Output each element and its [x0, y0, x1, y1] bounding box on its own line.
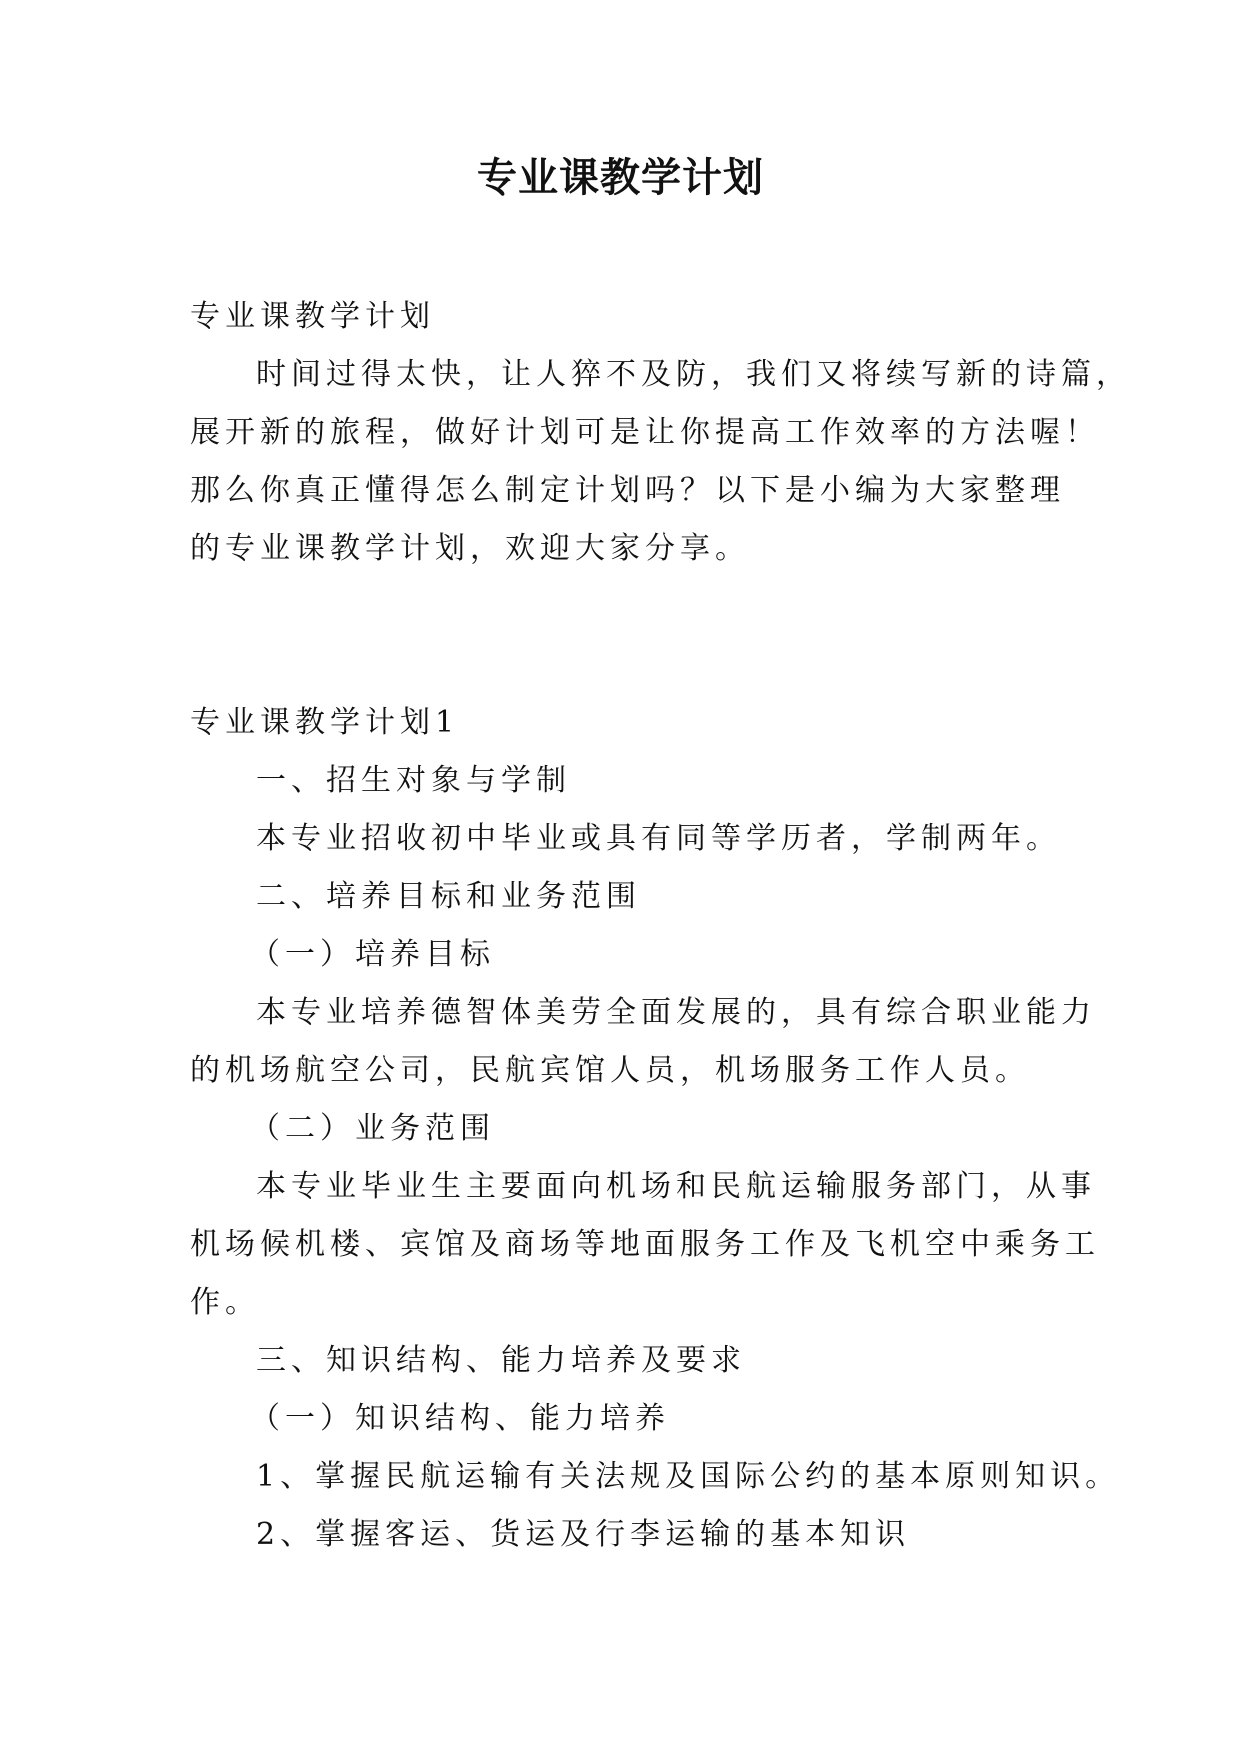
subsection-heading: 三、知识结构、能力培养及要求	[256, 1343, 746, 1378]
list-item: 1、掌握民航运输有关法规及国际公约的基本原则知识。	[256, 1459, 1121, 1494]
sub-subsection-heading: （二）业务范围	[250, 1111, 495, 1146]
intro-paragraph-line: 时间过得太快，让人猝不及防，我们又将续写新的诗篇，	[256, 357, 1131, 392]
subsection-heading: 一、招生对象与学制	[256, 763, 571, 798]
body-paragraph-line: 机场候机楼、宾馆及商场等地面服务工作及飞机空中乘务工	[190, 1227, 1100, 1262]
document-title: 专业课教学计划	[477, 155, 764, 201]
section-heading: 专业课教学计划1	[190, 705, 460, 740]
subsection-heading: 二、培养目标和业务范围	[256, 879, 641, 914]
body-paragraph-line: 本专业培养德智体美劳全面发展的，具有综合职业能力	[256, 995, 1096, 1030]
sub-subsection-heading: （一）知识结构、能力培养	[250, 1401, 670, 1436]
list-item: 2、掌握客运、货运及行李运输的基本知识	[256, 1517, 911, 1552]
sub-subsection-heading: （一）培养目标	[250, 937, 495, 972]
intro-paragraph-line: 的专业课教学计划，欢迎大家分享。	[190, 531, 750, 566]
body-paragraph-line: 本专业招收初中毕业或具有同等学历者，学制两年。	[256, 821, 1061, 856]
body-paragraph-line: 作。	[190, 1285, 260, 1320]
intro-paragraph-line: 展开新的旅程，做好计划可是让你提高工作效率的方法喔！	[190, 415, 1100, 450]
intro-heading: 专业课教学计划	[190, 299, 435, 334]
body-paragraph-line: 的机场航空公司，民航宾馆人员，机场服务工作人员。	[190, 1053, 1030, 1088]
intro-paragraph-line: 那么你真正懂得怎么制定计划吗？以下是小编为大家整理	[190, 473, 1065, 508]
body-paragraph-line: 本专业毕业生主要面向机场和民航运输服务部门，从事	[256, 1169, 1096, 1204]
